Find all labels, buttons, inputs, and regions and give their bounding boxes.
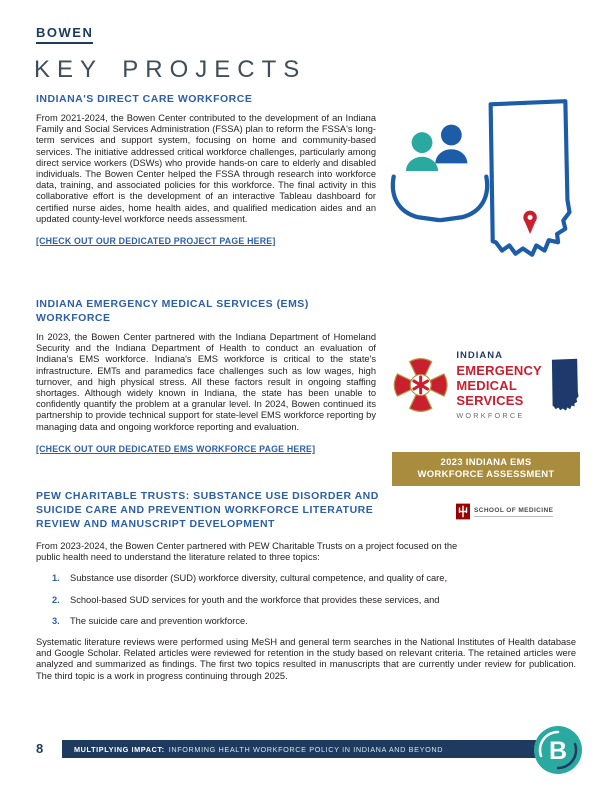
pew-topic-list (36, 573, 576, 627)
hands-people-icon (388, 114, 492, 226)
ems-logo-medical: MEDICAL (456, 377, 517, 393)
ems-logo-indiana: INDIANA (456, 350, 503, 362)
list-number: 3. (52, 615, 60, 626)
pew-closing: Systematic literature reviews were performed using MeSH and general term searches in the National Institutes of Health database and Google Scholar. Related articles were reviewed for retention in the study based on relevant criteria. The retained articles were analyzed and summarized as findings. The first two topics resulted in manuscripts that are currently under review for publication. The third topic is a work in progress continuing through 2025. (36, 637, 576, 681)
ems-logo-workforce: WORKFORCE (456, 410, 525, 420)
footer-subtitle: INFORMING HEALTH WORKFORCE POLICY IN INDIANA AND BEYOND (168, 744, 444, 754)
school-of-medicine-logo (456, 503, 553, 520)
section-ems-workforce (36, 297, 376, 457)
banner-line2: WORKFORCE ASSESSMENT (417, 468, 555, 480)
location-pin-icon (523, 211, 536, 234)
list-text: School-based SUD services for youth and the workforce that provides these services, and (70, 594, 440, 605)
direct-care-body: From 2021-2024, the Bowen Center contributed to the development of an Indiana Family and Social Services Administration (FSSA) plan to reform the FSSA's long-term services and support system, focusing on home and community-based services. The initiative addressed critical workforce challenges, particularly among direct service workers (DSWs) who provide hands-on care to elderly and disabled individuals. The Bowen Center helped the FSSA through research into workforce data, training, and associated policies for this workforce. The final activity in this collaborative effort is the development of an interactive Tableau dashboard for certified nurse aides, home health aides, and qualified medication aides and an updated county-level workforce needs assessment. (36, 113, 376, 224)
direct-care-heading: INDIANA'S DIRECT CARE WORKFORCE (36, 93, 253, 105)
list-number: 2. (52, 594, 60, 605)
list-item (52, 573, 576, 584)
ems-body: In 2023, the Bowen Center partnered with the Indiana Department of Homeland Security and the Indiana Department of Health to conduct an evaluation of Indiana's EMS workforce. Indiana's EMS workforce is critical to the state's infrastructure. EMTs and paramedics face challenges such as low wages, high turnover, and high physical stress. All these factors result in ongoing staffing shortages. Although widely known in Indiana, the state has been unable to confidently quantify the problem at a granular level. In 2024, Bowen continued its partnership to provide technical support for state-level EMS workforce reporting by managing data and ongoing workforce reporting and evaluation. (36, 332, 376, 432)
ems-logo-services: SERVICES (456, 392, 524, 408)
pew-heading: PEW CHARITABLE TRUSTS: SUBSTANCE USE DISORDER AND SUICIDE CARE AND PREVENTION WORKFORCE LITERATURE REVIEW AND MANUSCRIPT DEVELOPMENT (36, 490, 379, 530)
list-item (52, 595, 576, 606)
ems-assessment-banner (392, 452, 580, 486)
ems-logo-text (456, 351, 542, 419)
direct-care-project-link[interactable]: [CHECK OUT OUR DEDICATED PROJECT PAGE HERE] (36, 236, 276, 247)
list-text: The suicide care and prevention workforce. (70, 615, 248, 626)
indiana-silhouette-icon (547, 353, 582, 417)
ems-heading: INDIANA EMERGENCY MEDICAL SERVICES (EMS) WORKFORCE (36, 298, 309, 324)
bowen-circle-logo (533, 725, 583, 775)
list-number: 1. (52, 573, 60, 584)
section-pew-trusts (36, 489, 576, 682)
list-text: Substance use disorder (SUD) workforce diversity, cultural competence, and quality of care, (70, 573, 448, 584)
banner-line1: 2023 INDIANA EMS (440, 457, 532, 468)
som-label: SCHOOL OF MEDICINE (474, 507, 553, 517)
ems-workforce-link[interactable]: [CHECK OUT OUR DEDICATED EMS WORKFORCE PAGE HERE] (36, 443, 316, 454)
ems-logo-emergency: EMERGENCY (456, 362, 542, 378)
footer-bar (62, 740, 580, 758)
page-title: KEY PROJECTS (34, 56, 307, 83)
bowen-logo-letter: B (548, 737, 568, 765)
pew-intro: From 2023-2024, the Bowen Center partnered with PEW Charitable Trusts on a project focused on the public health need to understand the literature related to three topics: (36, 541, 458, 563)
page-number: 8 (36, 741, 44, 756)
list-item (52, 616, 576, 627)
ems-cross-icon (390, 350, 451, 420)
bowen-logo: BOWEN (36, 25, 93, 44)
direct-care-illustration (382, 96, 582, 264)
section-direct-care (36, 92, 376, 249)
ems-workforce-logo (390, 330, 582, 440)
som-shield-icon (456, 503, 470, 520)
footer-title: MULTIPLYING IMPACT: (74, 744, 165, 754)
